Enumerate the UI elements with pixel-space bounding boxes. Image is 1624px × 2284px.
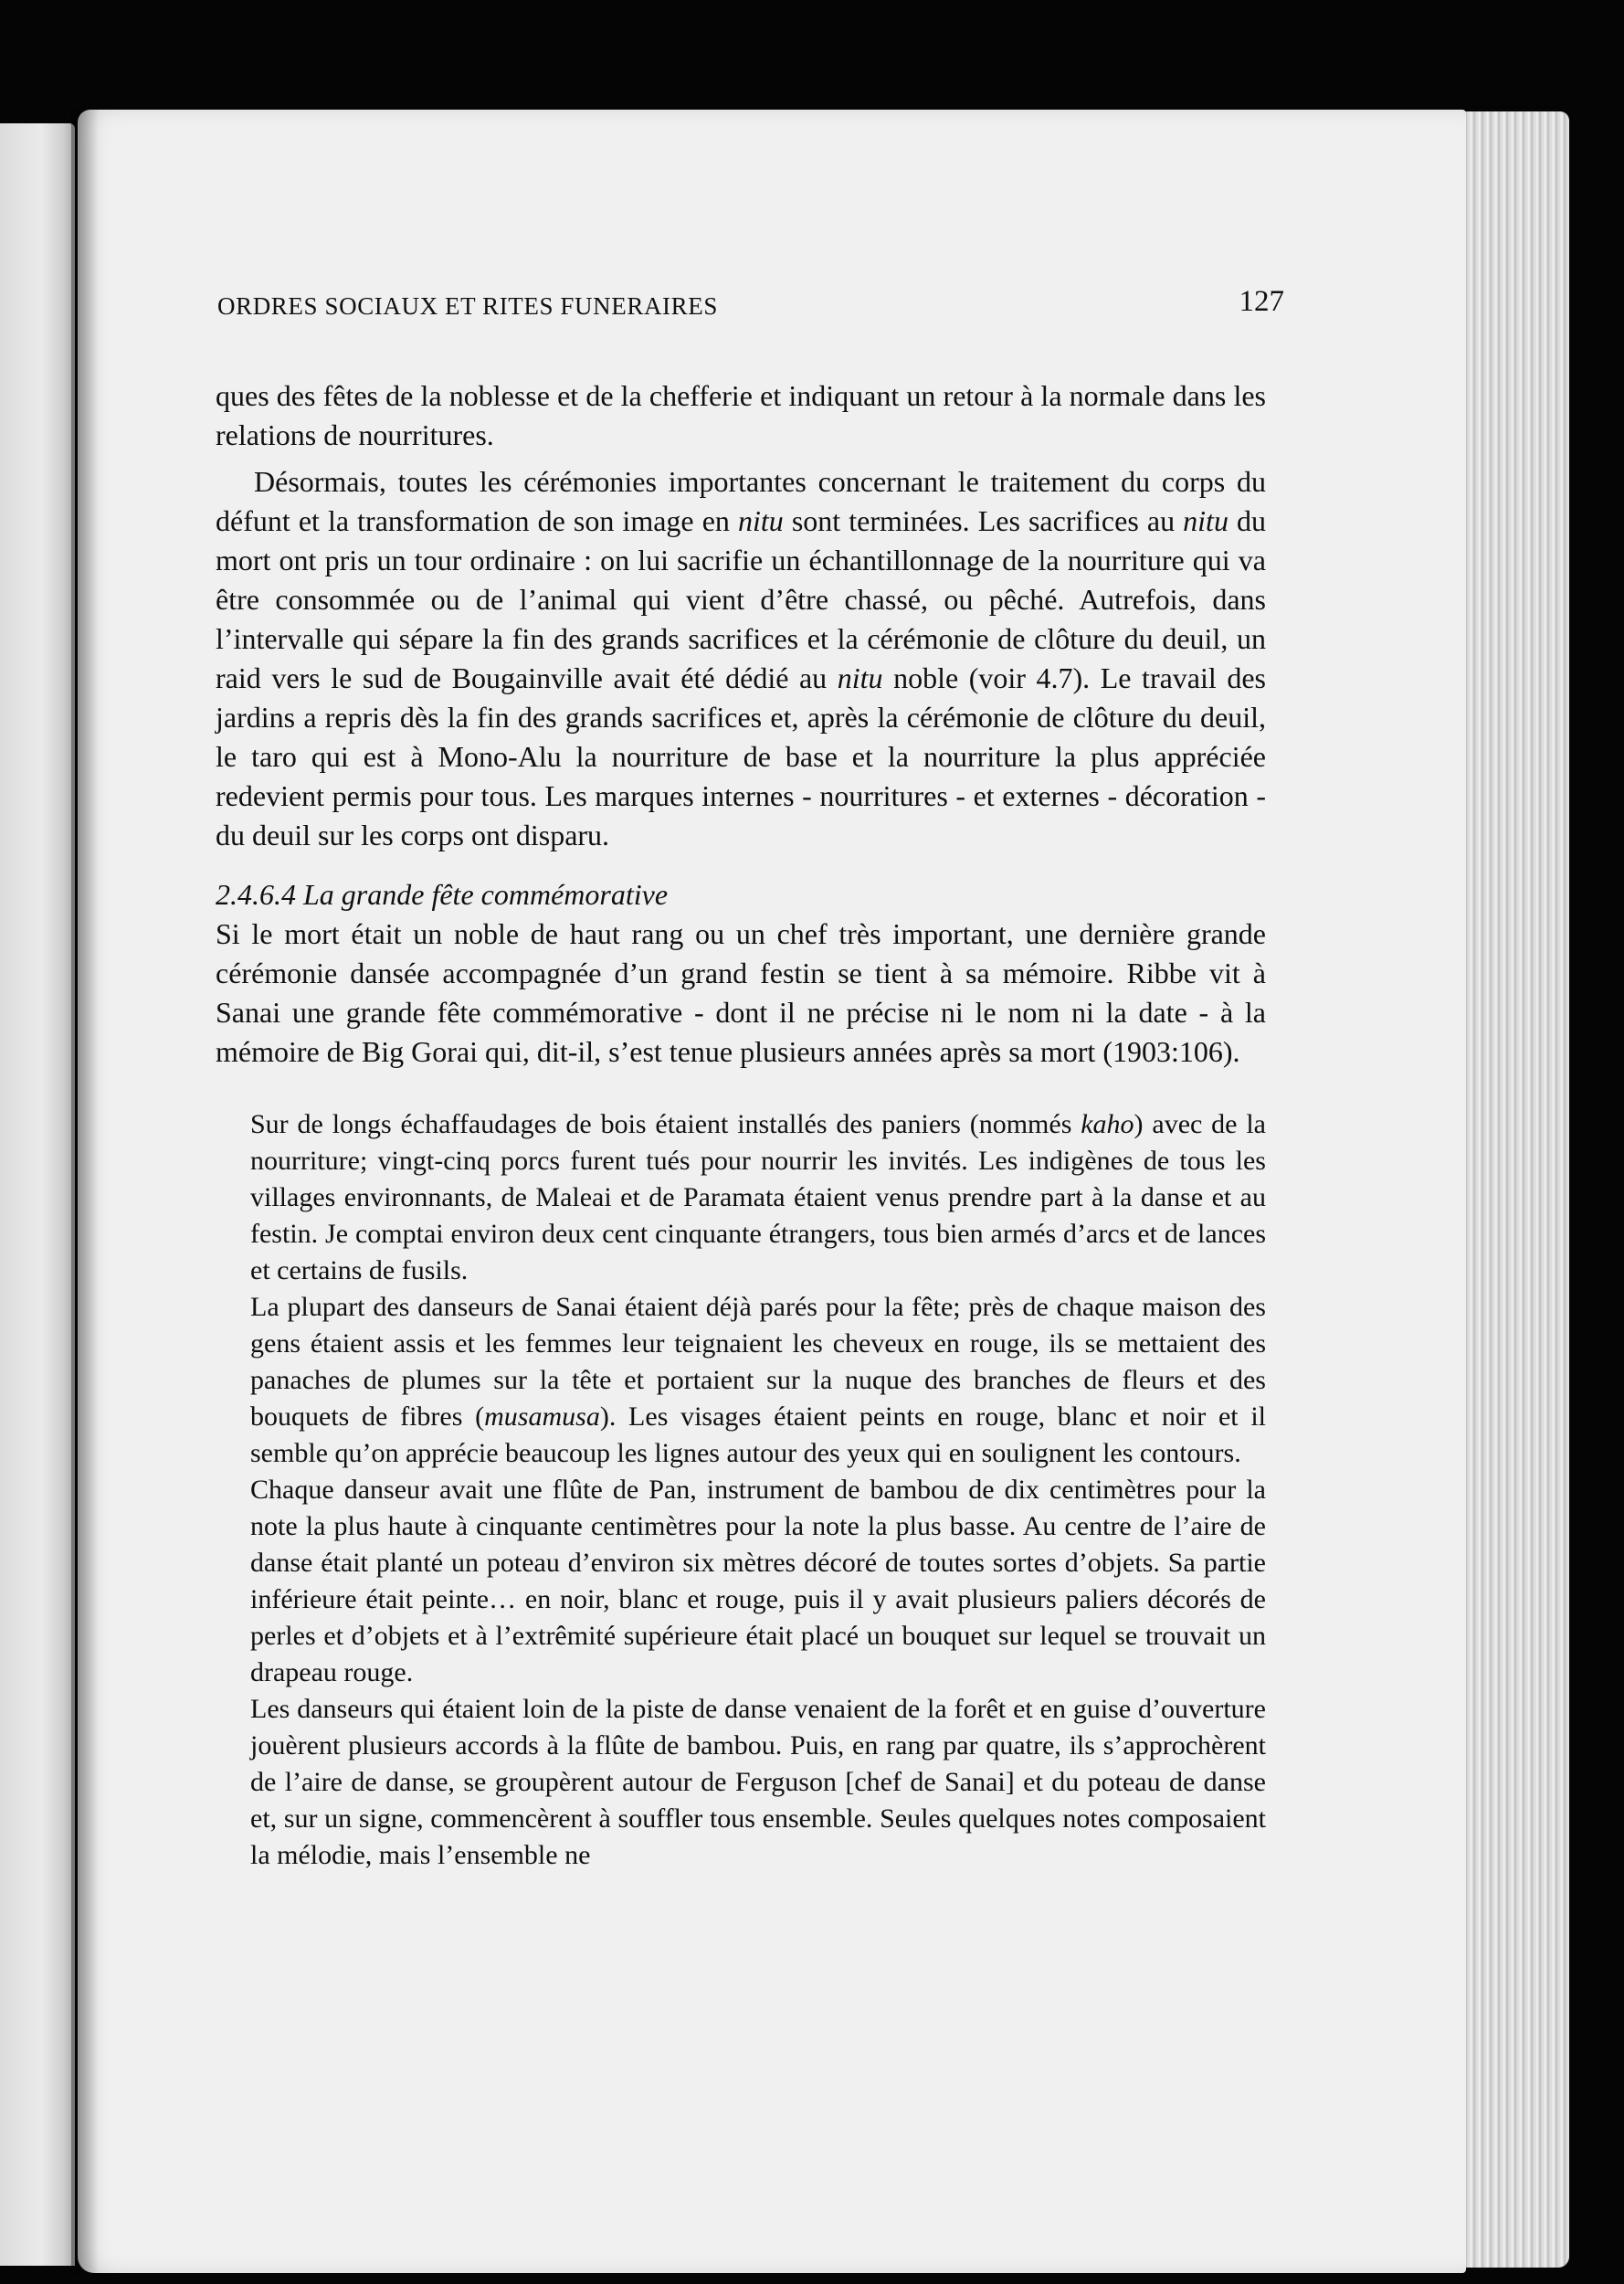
quote-paragraph-1 <box>250 1106 1266 1289</box>
section-heading: 2.4.6.4 La grande fête commémorative <box>216 878 669 911</box>
facing-page-edge <box>0 123 75 2266</box>
paragraph-text: sont terminées. Les sacrifices au <box>783 504 1184 537</box>
quote-text: Sur de longs échaffaudages de bois étaient installés des paniers (nommés <box>250 1109 1081 1139</box>
page-number: 127 <box>1239 285 1284 318</box>
paragraph-text: ques des fêtes de la noblesse et de la chefferie et indiquant un retour à la normale dans les relations de nourritures. <box>216 379 1266 451</box>
paragraph-3 <box>216 915 1266 1072</box>
paragraph-text: du mort ont pris un tour ordinaire : on lui sacrifie un échantillonnage de la nourriture qui va être consommée ou de l’animal qui vient d’être chassé, ou pêché. Autrefois, dans l’intervalle qui sépare la fin des grands sacrifices et la cérémonie de clôture du deuil, un raid vers le sud de Bougainville avait été dédié au <box>216 504 1267 694</box>
quote-text: La plupart des danseurs de Sanai étaient déjà parés pour la fête; près de chaque maison des gens étaient assis et les femmes leur teignaient les cheveux en rouge, ils se mettaient des panaches de plumes sur la tête et portaient sur la nuque des branches de fleurs et des bouquets de fibres ( <box>250 1292 1266 1432</box>
italic-term: nitu <box>1183 504 1229 537</box>
paragraph-text: noble (voir 4.7). Le travail des jardins a repris dès la fin des grands sacrifices et, après la cérémonie de clôture du deuil, le taro qui est à Mono-Alu la nourriture de base et la nourriture la plus appréciée redevient permis pour tous. Les marques internes - nourritures - et externes - décoration - du deuil sur les corps ont disparu. <box>216 661 1267 851</box>
italic-term: nitu <box>737 504 784 537</box>
paragraph-1 <box>216 376 1266 455</box>
quote-paragraph-2 <box>250 1289 1266 1472</box>
running-header <box>217 285 1284 329</box>
paragraph-2 <box>216 462 1266 855</box>
block-quote <box>250 1106 1266 1874</box>
quote-text: Chaque danseur avait une flûte de Pan, instrument de bambou de dix centimètres pour la note la plus haute à cinquante centimètres pour la note la plus basse. Au centre de l’aire de danse était planté un poteau d’environ six mètres décoré de toutes sortes d’objets. Sa partie inférieure était peinte… en noir, blanc et rouge, puis il y avait plusieurs paliers décorés de perles et d’objets et à l’extrêmité supérieure était placé un bouquet sur lequel se trouvait un drapeau rouge. <box>250 1475 1266 1687</box>
page-body <box>216 376 1266 1874</box>
paragraph-text: Si le mort était un noble de haut rang ou un chef très important, une dernière grande cérémonie dansée accompagnée d’un grand festin se tient à sa mémoire. Ribbe vit à Sanai une grande fête commémorative - dont il ne précise ni le nom ni la date - à la mémoire de Big Gorai qui, dit-il, s’est tenue plusieurs années après sa mort (1903:106). <box>216 917 1266 1068</box>
italic-term: nitu <box>837 661 883 694</box>
quote-paragraph-3 <box>250 1472 1266 1691</box>
quote-paragraph-4 <box>250 1691 1266 1874</box>
italic-term: kaho <box>1081 1109 1134 1139</box>
quote-text: ) avec de la nourriture; vingt-cinq porcs furent tués pour nourrir les invités. Les indigènes de tous les villages environnants, de Maleai et de Paramata étaient venus prendre part à la danse et au festin. Je comptai environ deux cent cinquante étrangers, tous bien armés d’arcs et de lances et certains de fusils. <box>250 1109 1266 1285</box>
quote-text: ). Les visages étaient peints en rouge, blanc et noir et il semble qu’on apprécie beaucoup les lignes autour des yeux qui en soulignent les contours. <box>250 1401 1266 1468</box>
page-stack-edges <box>1452 111 1569 2268</box>
quote-text: Les danseurs qui étaient loin de la piste de danse venaient de la forêt et en guise d’ouverture jouèrent plusieurs accords à la flûte de bambou. Puis, en rang par quatre, ils s’approchèrent de l’aire de danse, se groupèrent autour de Ferguson [chef de Sanai] et du poteau de danse et, sur un signe, commencèrent à souffler tous ensemble. Seules quelques notes composaient la mélodie, mais l’ensemble ne <box>250 1694 1266 1870</box>
running-header-title: ORDRES SOCIAUX ET RITES FUNERAIRES <box>217 292 718 320</box>
italic-term: musamusa <box>484 1401 600 1432</box>
paragraph-text: Désormais, toutes les cérémonies importantes concernant le traitement du corps du défunt et la transformation de son image en <box>216 465 1266 537</box>
spine-shadow <box>71 110 99 2275</box>
